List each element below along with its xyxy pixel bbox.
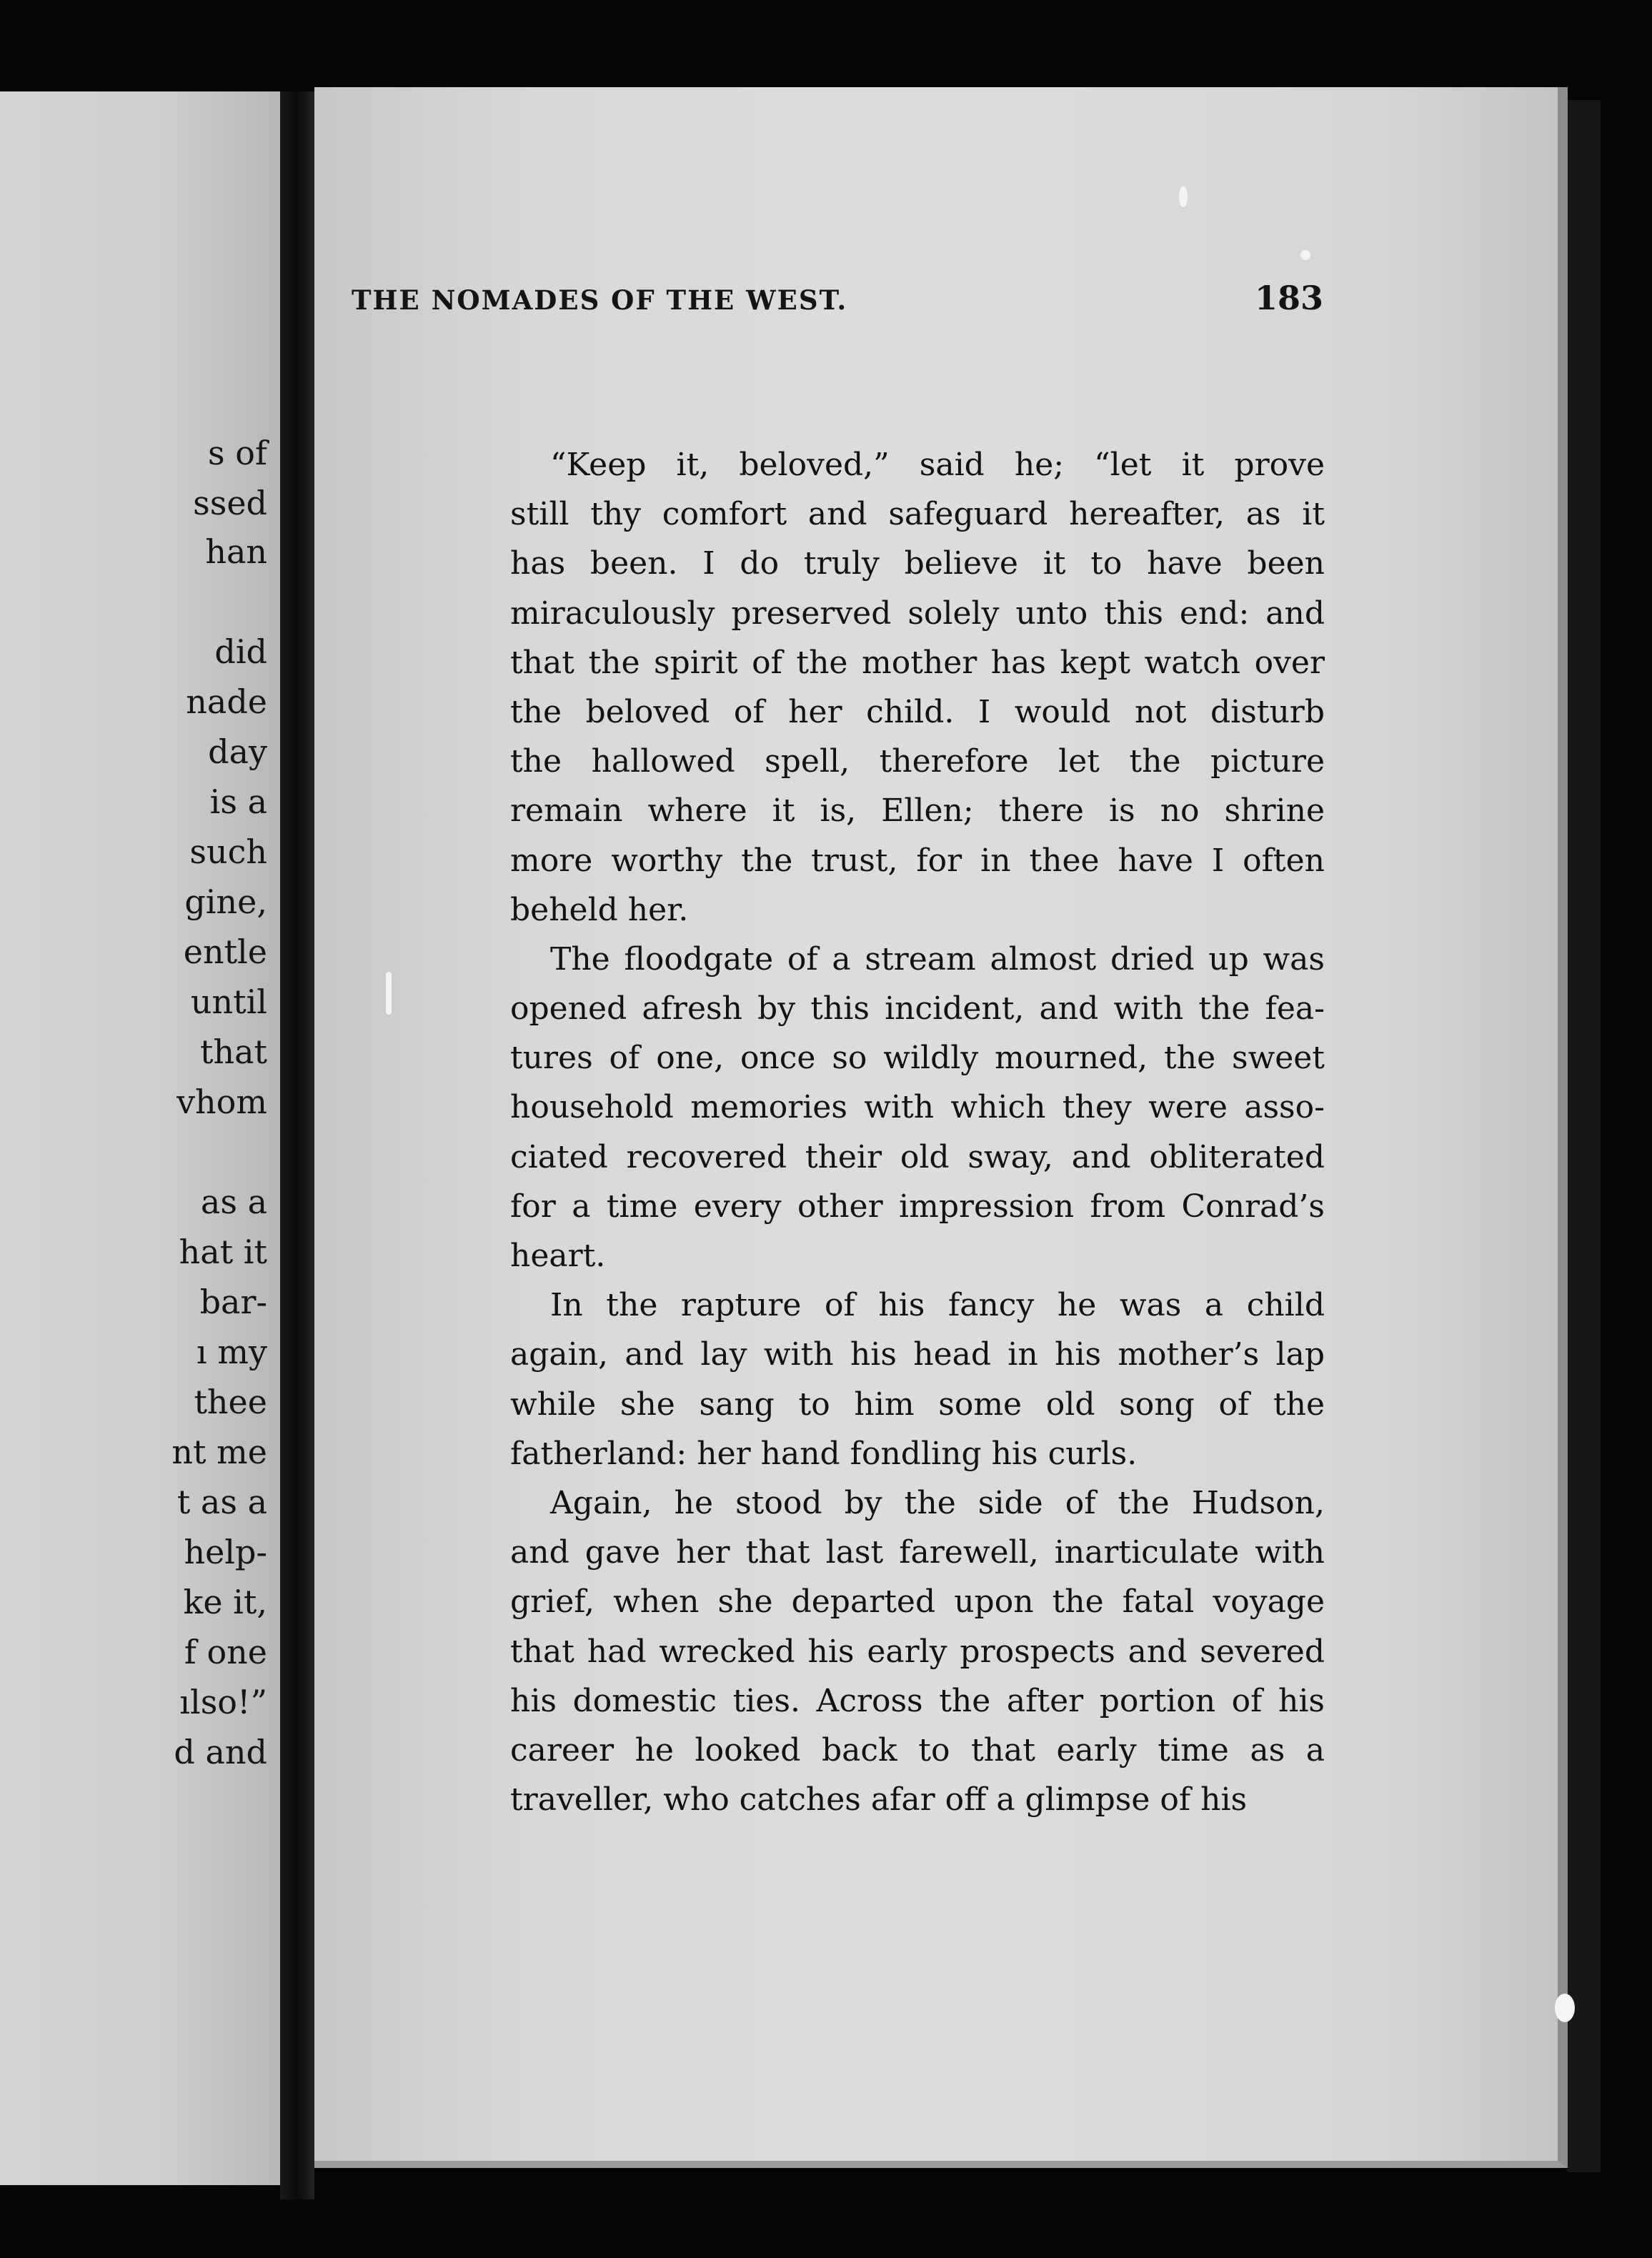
text-line: fatherland: her hand fondling his curls. (510, 1435, 1138, 1472)
text-line: again, and lay with his head in his mother’s lap (510, 1336, 1325, 1373)
left-page-line-fragment: until (190, 983, 267, 1021)
left-page-line-fragment: ke it, (183, 1583, 267, 1621)
text-line: while she sang to him some old song of the (510, 1386, 1325, 1423)
left-page-line-fragment: vhom (176, 1083, 267, 1121)
left-page-line-fragment: nt me (171, 1433, 267, 1471)
page-number: 183 (1254, 279, 1323, 317)
text-line: still thy comfort and safeguard hereafter, as it (510, 496, 1325, 533)
text-line: has been. I do truly believe it to have been (510, 545, 1325, 582)
text-line: remain where it is, Ellen; there is no shrine (510, 792, 1325, 830)
left-page-line-fragment: ılso!” (179, 1683, 267, 1721)
running-head: THE NOMADES OF THE WEST. (352, 284, 848, 316)
text-line: ciated recovered their old sway, and obliterated (510, 1138, 1325, 1175)
text-line: career he looked back to that early time as a (510, 1731, 1325, 1769)
text-line: and gave her that last farewell, inarticulate with (510, 1534, 1325, 1571)
scan-speck (1555, 1994, 1575, 2022)
text-line: heart. (510, 1238, 606, 1274)
text-line: “Keep it, beloved,” said he; “let it prove (550, 447, 1325, 483)
scan-speck (1300, 250, 1310, 260)
left-page-line-fragment: han (205, 532, 267, 571)
text-line: the hallowed spell, therefore let the picture (510, 743, 1325, 780)
text-line: beheld her. (510, 891, 689, 928)
text-line: tures of one, once so wildly mourned, the sweet (510, 1040, 1325, 1077)
text-line: The floodgate of a stream almost dried up was (550, 940, 1325, 978)
left-page-line-fragment: ı my (196, 1333, 267, 1371)
text-line: his domestic ties. Across the after portion of his (510, 1682, 1325, 1719)
text-line: grief, when she departed upon the fatal voyage (510, 1583, 1325, 1621)
left-page-line-fragment: ssed (193, 484, 267, 522)
text-line: the beloved of her child. I would not disturb (510, 693, 1325, 730)
left-page-line-fragment: as a (200, 1183, 267, 1221)
left-page-line-fragment: f one (184, 1633, 267, 1671)
text-line: Again, he stood by the side of the Hudson, (550, 1484, 1325, 1521)
text-line: opened afresh by this incident, and with the fea- (510, 990, 1325, 1028)
left-page-line-fragment: did (214, 632, 267, 671)
left-page-line-fragment: nade (186, 682, 267, 721)
text-line: traveller, who catches afar off a glimpse of his (510, 1781, 1248, 1819)
left-page-line-fragment: entle (183, 932, 267, 971)
text-line: that had wrecked his early prospects and severed (510, 1633, 1325, 1670)
left-page-line-fragment: bar- (199, 1283, 267, 1321)
left-page-line-fragment: hat it (179, 1233, 267, 1271)
left-page-line-fragment: is a (209, 782, 267, 821)
left-page-line-fragment: such (189, 832, 267, 871)
left-page-line-fragment: thee (194, 1383, 267, 1421)
left-page-line-fragment: d and (174, 1733, 267, 1771)
page-edge-shadow (1568, 100, 1601, 2172)
left-page-line-fragment: gine, (184, 882, 267, 921)
scan-speck (1179, 186, 1188, 207)
text-line: that the spirit of the mother has kept watch over (510, 644, 1325, 681)
text-line: for a time every other impression from Conrad’s (510, 1188, 1325, 1225)
text-line: miraculously preserved solely unto this end: and (510, 595, 1325, 632)
left-page-line-fragment: s of (208, 434, 267, 472)
left-page-line-fragment: help- (184, 1533, 267, 1571)
body-text (510, 440, 1325, 1824)
book-gutter (280, 91, 314, 2199)
scan-speck (386, 972, 392, 1015)
text-line: household memories with which they were asso- (510, 1089, 1325, 1126)
left-page-line-fragment: t as a (176, 1483, 267, 1521)
text-line: In the rapture of his fancy he was a child (550, 1287, 1325, 1324)
left-page-line-fragment: that (199, 1033, 267, 1071)
page-header (352, 279, 1323, 329)
text-line: more worthy the trust, for in thee have I often (510, 842, 1325, 879)
left-page (0, 91, 280, 2185)
left-page-line-fragment: day (208, 732, 267, 771)
